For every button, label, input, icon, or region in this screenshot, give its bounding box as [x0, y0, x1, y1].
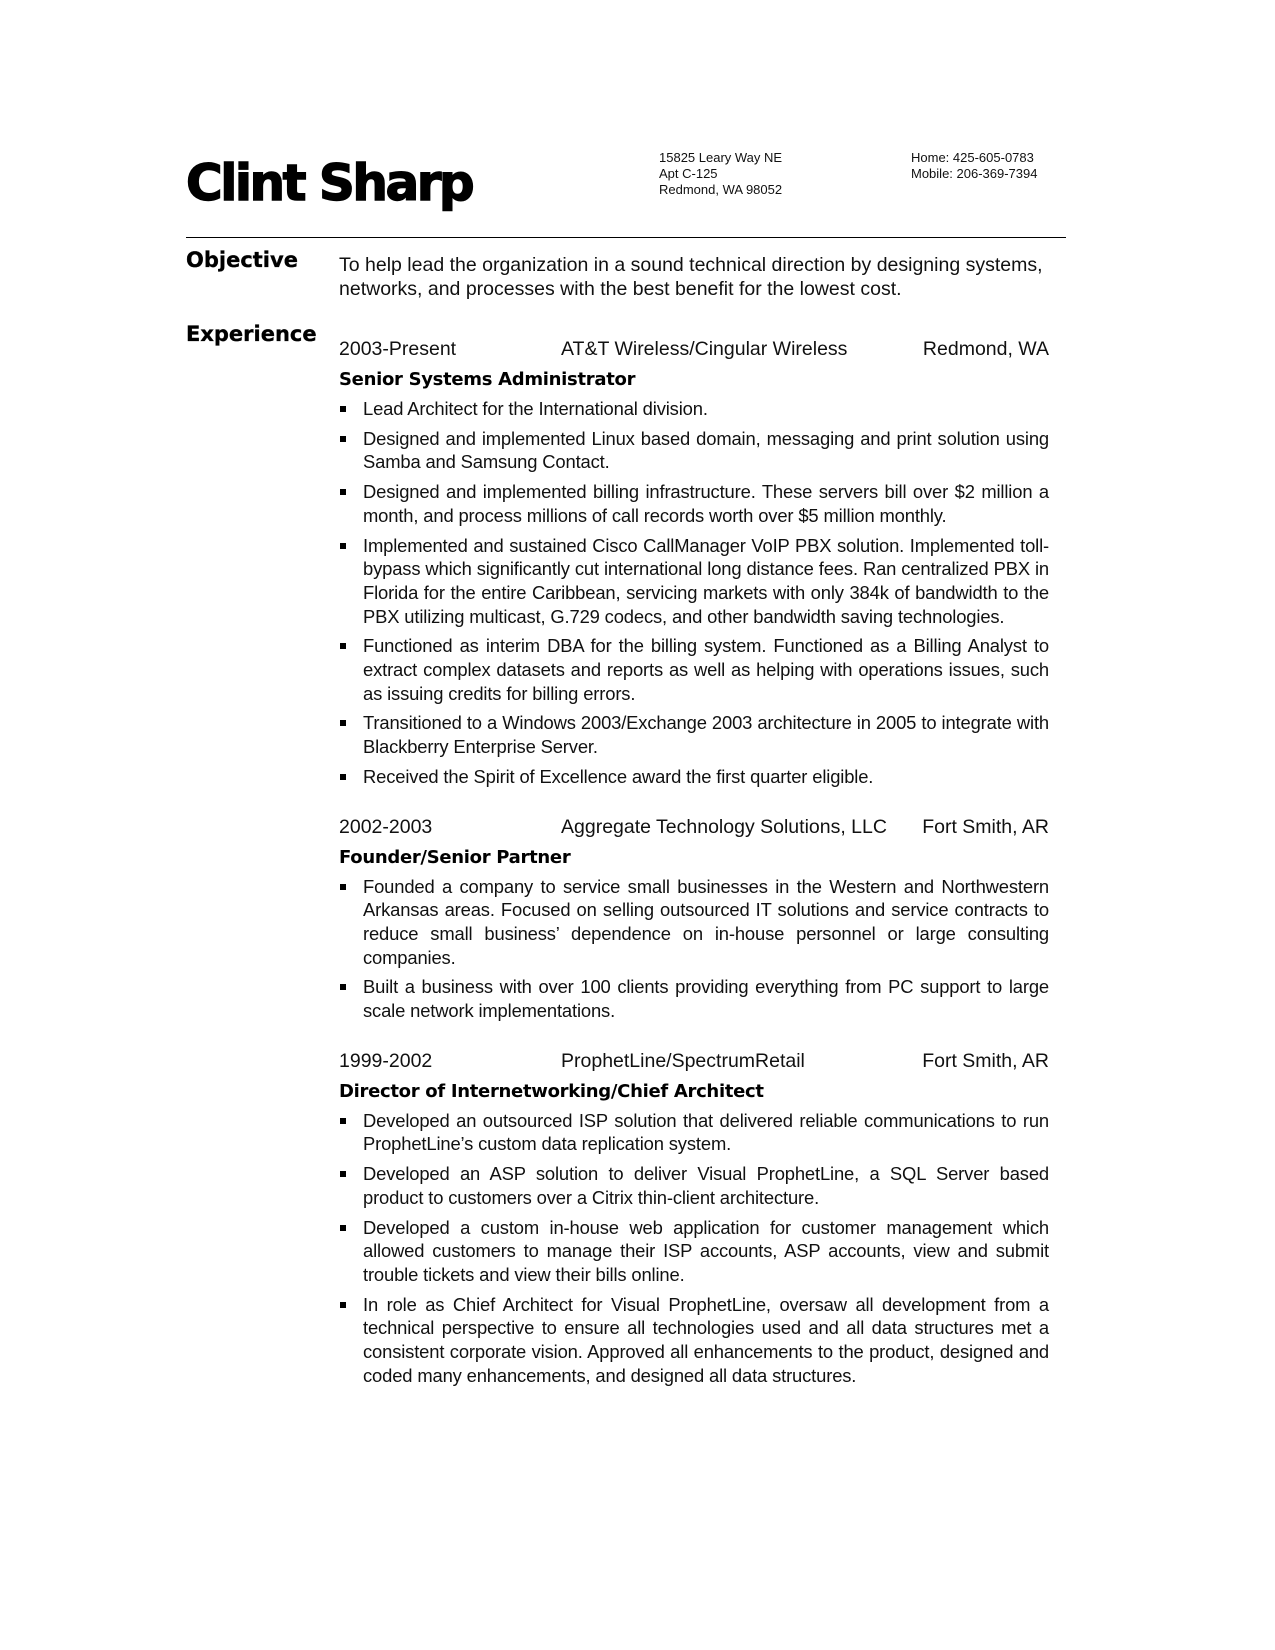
job-location: Fort Smith, AR: [922, 815, 1049, 838]
job-dates: 1999-2002: [339, 1049, 433, 1072]
job-dates: 2002-2003: [339, 815, 433, 838]
job-bullets: [339, 397, 1049, 789]
job-title: Founder/Senior Partner: [339, 846, 571, 868]
job-header: [339, 1049, 1049, 1073]
bullet-item: Lead Architect for the International division.: [339, 397, 1049, 421]
job-header: [339, 337, 1049, 361]
job-company: ProphetLine/SpectrumRetail: [561, 1049, 805, 1072]
experience-heading: Experience: [186, 322, 317, 346]
job-entry: [339, 1049, 1049, 1388]
job-bullets: [339, 875, 1049, 1023]
address-line: Redmond, WA 98052: [659, 182, 783, 197]
bullet-item: In role as Chief Architect for Visual ProphetLine, oversaw all development from a technical perspective to ensure all technologies used and all data structures met a consistent corporate vision. Approved all enhancements to the product, designed and coded many enhancements, and designed all data structures.: [339, 1293, 1049, 1388]
job-company: Aggregate Technology Solutions, LLC: [561, 815, 887, 838]
job-entry: [339, 815, 1049, 1023]
home-phone: Home: 425-605-0783: [911, 150, 1034, 165]
bullet-item: Built a business with over 100 clients providing everything from PC support to large scale network implementations.: [339, 975, 1049, 1022]
address-block: [659, 150, 782, 198]
bullet-item: Implemented and sustained Cisco CallManager VoIP PBX solution. Implemented toll-bypass which significantly cut international long distance fees. Ran centralized PBX in Florida for the entire Caribbean, servicing markets with only 384k of bandwidth to the PBX utilizing multicast, G.729 codecs, and other bandwidth saving technologies.: [339, 534, 1049, 629]
bullet-item: Developed an ASP solution to deliver Visual ProphetLine, a SQL Server based product to customers over a Citrix thin-client architecture.: [339, 1162, 1049, 1209]
address-line: 15825 Leary Way NE: [659, 150, 783, 165]
job-title: Director of Internetworking/Chief Architect: [339, 1080, 764, 1102]
header-divider: [186, 237, 1066, 238]
phone-block: [911, 150, 1037, 182]
bullet-item: Transitioned to a Windows 2003/Exchange 2003 architecture in 2005 to integrate with Blackberry Enterprise Server.: [339, 711, 1049, 758]
objective-text: To help lead the organization in a sound technical direction by designing systems, networks, and processes with the best benefit for the lowest cost.: [339, 254, 1043, 300]
job-dates: 2003-Present: [339, 338, 457, 360]
job-title: Senior Systems Administrator: [339, 369, 636, 390]
job-company: AT&T Wireless/Cingular Wireless: [561, 338, 848, 360]
bullet-item: Received the Spirit of Excellence award the first quarter eligible.: [339, 765, 1049, 789]
mobile-phone: Mobile: 206-369-7394: [911, 166, 1038, 181]
job-location: Fort Smith, AR: [922, 1049, 1049, 1072]
address-line: Apt C-125: [659, 166, 718, 181]
job-location: Redmond, WA: [922, 338, 1049, 360]
bullet-item: Developed an outsourced ISP solution that delivered reliable communications to run ProphetLine’s custom data replication system.: [339, 1109, 1049, 1156]
experience-list: [339, 337, 1049, 1414]
job-header: [339, 815, 1049, 839]
bullet-item: Developed a custom in-house web application for customer management which allowed customers to manage their ISP accounts, ASP accounts, view and submit trouble tickets and view their bills online.: [339, 1216, 1049, 1287]
objective-heading: Objective: [186, 248, 298, 272]
bullet-item: Designed and implemented billing infrastructure. These servers bill over $2 million a month, and process millions of call records worth over $5 million monthly.: [339, 480, 1049, 527]
bullet-item: Functioned as interim DBA for the billing system. Functioned as a Billing Analyst to extract complex datasets and reports as well as helping with operations issues, such as issuing credits for billing errors.: [339, 634, 1049, 705]
bullet-item: Designed and implemented Linux based domain, messaging and print solution using Samba and Samsung Contact.: [339, 427, 1049, 474]
bullet-item: Founded a company to service small businesses in the Western and Northwestern Arkansas areas. Focused on selling outsourced IT solutions and service contracts to reduce small business’ dependence on in-house personnel or large consulting companies.: [339, 875, 1049, 970]
candidate-name: Clint Sharp: [186, 154, 473, 212]
job-entry: [339, 337, 1049, 789]
job-bullets: [339, 1109, 1049, 1388]
